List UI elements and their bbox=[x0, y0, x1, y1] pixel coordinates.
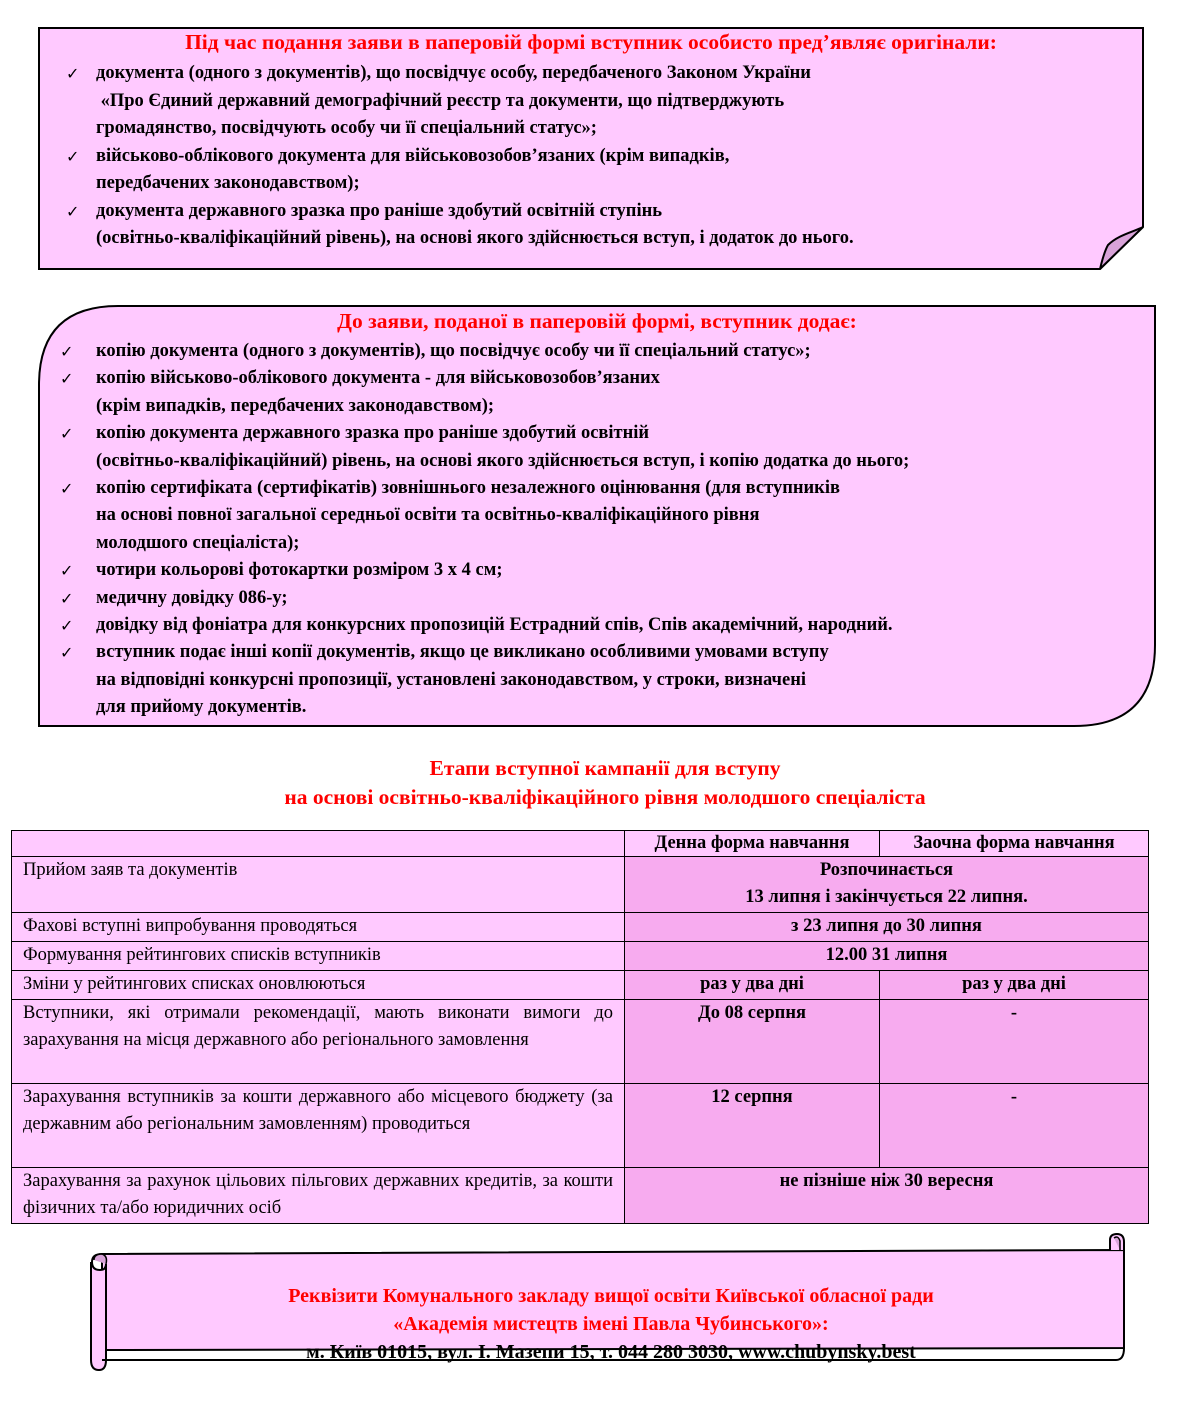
attachments-note bbox=[38, 305, 1156, 727]
list-item: ✓ довідку від фоніатра для конкурсних пропозицій Естрадний спів, Спів академічний, народний. bbox=[38, 612, 909, 639]
table-row bbox=[12, 1000, 1149, 1084]
list-item-continuation: на відповідні конкурсні пропозиції, установлені законодавством, у строки, визначені bbox=[96, 669, 807, 690]
row-value-day: 12 серпня bbox=[625, 1084, 880, 1168]
list-item: ✓ медичну довідку 086-у; bbox=[38, 585, 909, 612]
table-row bbox=[12, 857, 1149, 913]
requisites-line1: Реквізити Комунального закладу вищої освіти Київської обласної ради bbox=[288, 1285, 934, 1307]
stages-heading-line1: Етапи вступної кампанії для вступу bbox=[429, 756, 781, 780]
row-value-extramural: - bbox=[880, 1000, 1149, 1084]
row-value-extramural: - bbox=[880, 1084, 1149, 1168]
row-label: Прийом заяв та документів bbox=[12, 857, 625, 913]
table-header-row bbox=[12, 831, 1149, 857]
check-icon: ✓ bbox=[60, 588, 74, 608]
list-item-continuation: (освітньо-кваліфікаційний рівень), на основі якого здійснюється вступ, і додаток до нього. bbox=[96, 228, 854, 248]
check-icon: ✓ bbox=[66, 201, 80, 221]
row-label: Формування рейтингових списків вступників bbox=[12, 942, 625, 971]
list-item: ✓ документа державного зразка про раніше здобутий освітній ступінь bbox=[38, 198, 854, 226]
table-row bbox=[12, 1084, 1149, 1168]
check-icon: ✓ bbox=[66, 146, 80, 166]
requisites-text bbox=[88, 1282, 1134, 1366]
list-item-continuation: молодшого спеціаліста); bbox=[96, 532, 300, 553]
check-icon: ✓ bbox=[60, 342, 74, 361]
list-item-continuation: передбачених законодавством); bbox=[96, 173, 360, 193]
row-label: Вступники, які отримали рекомендації, мають виконати вимоги до зарахування на місця державного або регіонального замовлення bbox=[12, 1000, 625, 1084]
table-row bbox=[12, 1168, 1149, 1224]
check-icon: ✓ bbox=[60, 616, 74, 636]
stages-heading bbox=[0, 754, 1180, 812]
list-item: ✓ копію сертифіката (сертифікатів) зовнішнього незалежного оцінювання (для вступників bbox=[38, 475, 909, 502]
row-value: 12.00 31 липня bbox=[625, 942, 1149, 971]
list-item-continuation: (освітньо-кваліфікаційний) рівень, на основі якого здійснюється вступ, і копію додатка до нього; bbox=[96, 450, 910, 471]
list-item-continuation: (крім випадків, передбачених законодавством); bbox=[96, 395, 495, 416]
list-item: ✓ чотири кольорові фотокартки розміром 3 х 4 см; bbox=[38, 557, 909, 584]
originals-list bbox=[38, 60, 854, 253]
list-item: ✓ вступник подає інші копії документів, якщо це викликано особливими умовами вступу bbox=[38, 639, 909, 666]
header-blank-cell bbox=[12, 831, 625, 857]
list-item: ✓ копію документа державного зразка про раніше здобутий освітній bbox=[38, 420, 909, 447]
requisites-scroll bbox=[88, 1232, 1134, 1372]
table-row bbox=[12, 942, 1149, 971]
check-icon: ✓ bbox=[66, 64, 80, 83]
row-value-day: раз у два дні bbox=[625, 971, 880, 1000]
table-row bbox=[12, 913, 1149, 942]
originals-note bbox=[38, 27, 1144, 270]
list-item-continuation: для прийому документів. bbox=[96, 697, 307, 718]
row-label: Фахові вступні випробування проводяться bbox=[12, 913, 625, 942]
list-item: ✓ копію військово-облікового документа - для військовозобов’язаних bbox=[38, 365, 909, 392]
attachments-title: До заяви, поданої в паперовій формі, вступник додає: bbox=[337, 309, 857, 333]
requisites-line2: «Академія мистецтв імені Павла Чубинського»: bbox=[393, 1313, 829, 1335]
list-item: ✓ копію документа (одного з документів), що посвідчує особу чи її спеціальний статус»; bbox=[38, 338, 909, 365]
row-label: Зарахування за рахунок цільових пільгових державних кредитів, за кошти фізичних та/або юридичних осіб bbox=[12, 1168, 625, 1224]
list-item-continuation: громадянство, посвідчують особу чи її спеціальний статус»; bbox=[96, 118, 597, 138]
row-value-extramural: раз у два дні bbox=[880, 971, 1149, 1000]
header-extramural-form: Заочна форма навчання bbox=[880, 831, 1149, 857]
check-icon: ✓ bbox=[60, 479, 74, 499]
list-item-continuation: «Про Єдиний державний демографічний реєстр та документи, що підтверджують bbox=[96, 90, 785, 111]
row-label: Зарахування вступників за кошти державного або місцевого бюджету (за державним або регіональним замовленням) проводиться bbox=[12, 1084, 625, 1168]
check-icon: ✓ bbox=[60, 424, 74, 444]
row-value: не пізніше ніж 30 вересня bbox=[625, 1168, 1149, 1224]
row-value: з 23 липня до 30 липня bbox=[625, 913, 1149, 942]
table-row bbox=[12, 971, 1149, 1000]
check-icon: ✓ bbox=[60, 369, 74, 389]
list-item-continuation: на основі повної загальної середньої освіти та освітньо-кваліфікаційного рівня bbox=[96, 505, 760, 526]
row-value-day: До 08 серпня bbox=[625, 1000, 880, 1084]
check-icon: ✓ bbox=[60, 643, 74, 663]
row-label: Зміни у рейтингових списках оновлюються bbox=[12, 971, 625, 1000]
originals-title: Під час подання заяви в паперовій формі вступник особисто пред’являє оригінали: bbox=[185, 30, 997, 54]
admission-schedule-table bbox=[11, 830, 1149, 1224]
header-day-form: Денна форма навчання bbox=[625, 831, 880, 857]
requisites-address: м. Київ 01015, вул. І. Мазепи 15, т. 044 280 3030, www.chubynsky.best bbox=[306, 1341, 916, 1363]
list-item: ✓ документа (одного з документів), що посвідчує особу, передбаченого Законом України bbox=[38, 60, 854, 88]
check-icon: ✓ bbox=[60, 561, 74, 581]
row-value: Розпочинається 13 липня і закінчується 22 липня. bbox=[625, 857, 1149, 913]
stages-heading-line2: на основі освітньо-кваліфікаційного рівня молодшого спеціаліста bbox=[284, 785, 926, 809]
attachments-list bbox=[38, 338, 909, 722]
list-item: ✓ військово-облікового документа для військовозобов’язаних (крім випадків, bbox=[38, 143, 854, 171]
